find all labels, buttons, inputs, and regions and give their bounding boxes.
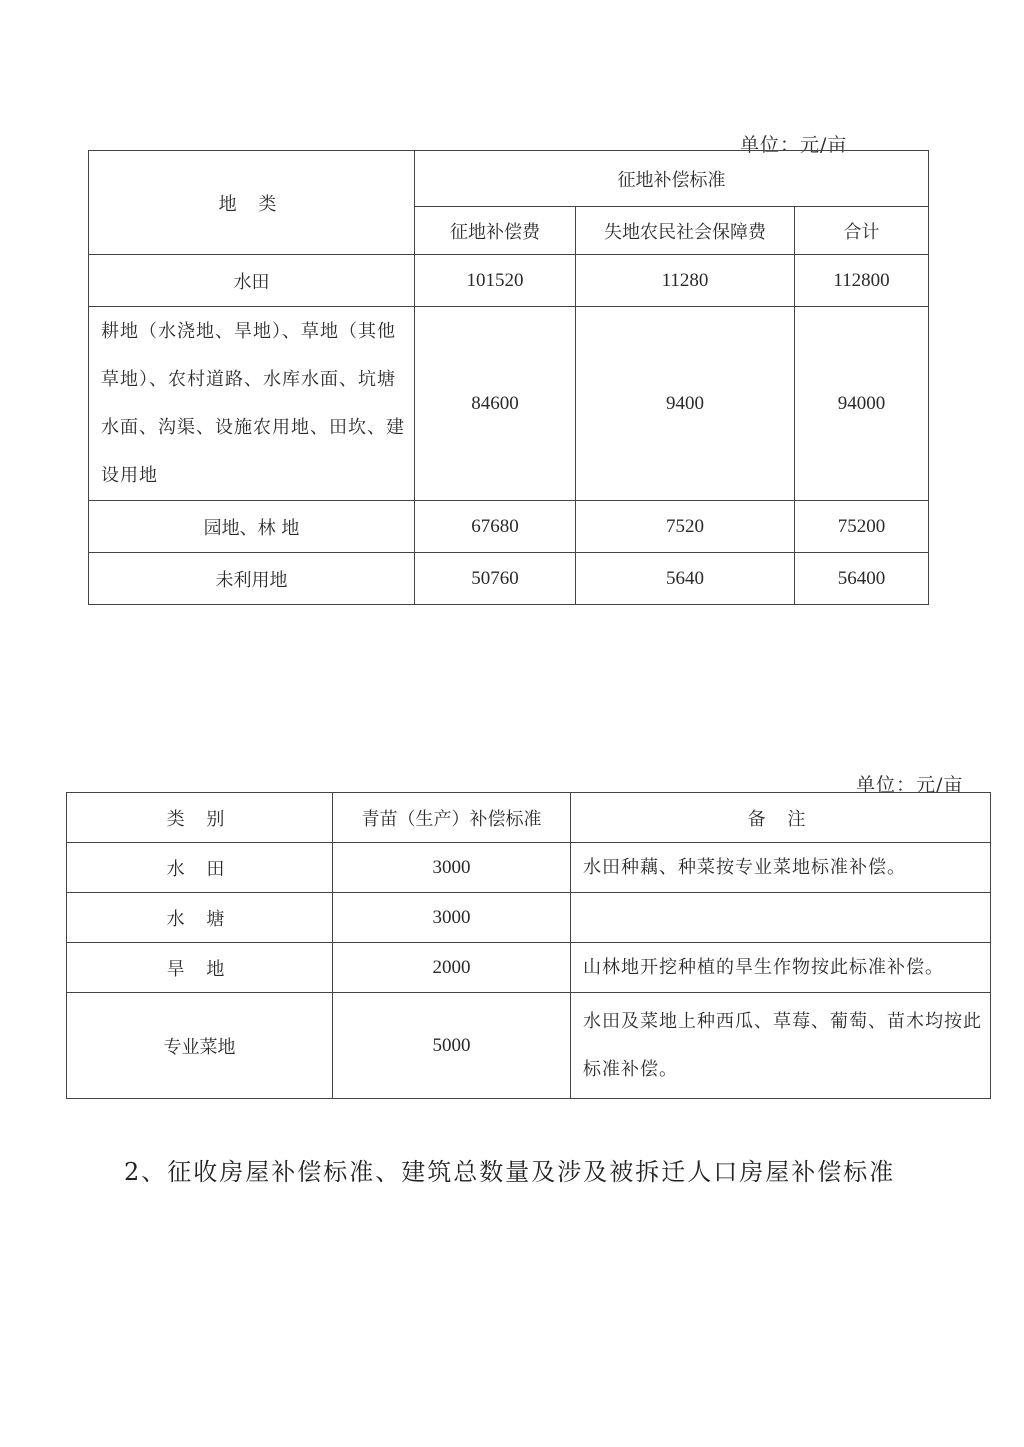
land-compensation-table <box>88 150 929 605</box>
row-security: 9400 <box>576 307 795 501</box>
header-compensation-standard: 征地补偿标准 <box>415 151 929 207</box>
row-standard: 2000 <box>333 943 571 993</box>
row-fee: 50760 <box>415 553 576 605</box>
row-category: 旱 地 <box>67 943 333 993</box>
table-row <box>89 307 929 501</box>
row-standard: 3000 <box>333 893 571 943</box>
row-standard: 3000 <box>333 843 571 893</box>
row-total: 56400 <box>795 553 929 605</box>
row-security: 7520 <box>576 501 795 553</box>
section-heading: 2、征收房屋补偿标准、建筑总数量及涉及被拆迁人口房屋补偿标准 <box>124 1158 896 1186</box>
row-fee: 67680 <box>415 501 576 553</box>
row-land-type: 耕地（水浇地、旱地）、草地（其他草地）、农村道路、水库水面、坑塘水面、沟渠、设施农用地、田坎、建设用地 <box>89 307 415 501</box>
row-remark: 水田种藕、种菜按专业菜地标准补偿。 <box>571 843 991 893</box>
row-remark <box>571 893 991 943</box>
header-col-total: 合计 <box>795 207 929 255</box>
header-land-type: 地 类 <box>89 151 415 255</box>
crop-compensation-table <box>66 792 991 1099</box>
row-standard: 5000 <box>333 993 571 1099</box>
header-remark: 备 注 <box>571 793 991 843</box>
table-row <box>67 943 991 993</box>
table-row <box>67 893 991 943</box>
table-row <box>89 501 929 553</box>
header-category: 类 别 <box>67 793 333 843</box>
header-col-fee: 征地补偿费 <box>415 207 576 255</box>
table1-unit: 单位：元/亩 <box>740 134 848 156</box>
row-total: 75200 <box>795 501 929 553</box>
row-security: 11280 <box>576 255 795 307</box>
row-fee: 84600 <box>415 307 576 501</box>
row-remark: 山林地开挖种植的旱生作物按此标准补偿。 <box>571 943 991 993</box>
table2-unit: 单位：元/亩 <box>856 774 964 796</box>
row-land-type: 园地、林 地 <box>89 501 415 553</box>
header-col-security: 失地农民社会保障费 <box>576 207 795 255</box>
header-standard: 青苗（生产）补偿标准 <box>333 793 571 843</box>
table-row <box>89 553 929 605</box>
row-total: 112800 <box>795 255 929 307</box>
row-land-type: 未利用地 <box>89 553 415 605</box>
row-category: 专业菜地 <box>67 993 333 1099</box>
table-row <box>89 255 929 307</box>
row-fee: 101520 <box>415 255 576 307</box>
row-security: 5640 <box>576 553 795 605</box>
table-row <box>67 993 991 1099</box>
row-land-type: 水田 <box>89 255 415 307</box>
row-category: 水 田 <box>67 843 333 893</box>
table-row <box>67 843 991 893</box>
row-remark: 水田及菜地上种西瓜、草莓、葡萄、苗木均按此标准补偿。 <box>571 993 991 1099</box>
row-total: 94000 <box>795 307 929 501</box>
row-category: 水 塘 <box>67 893 333 943</box>
